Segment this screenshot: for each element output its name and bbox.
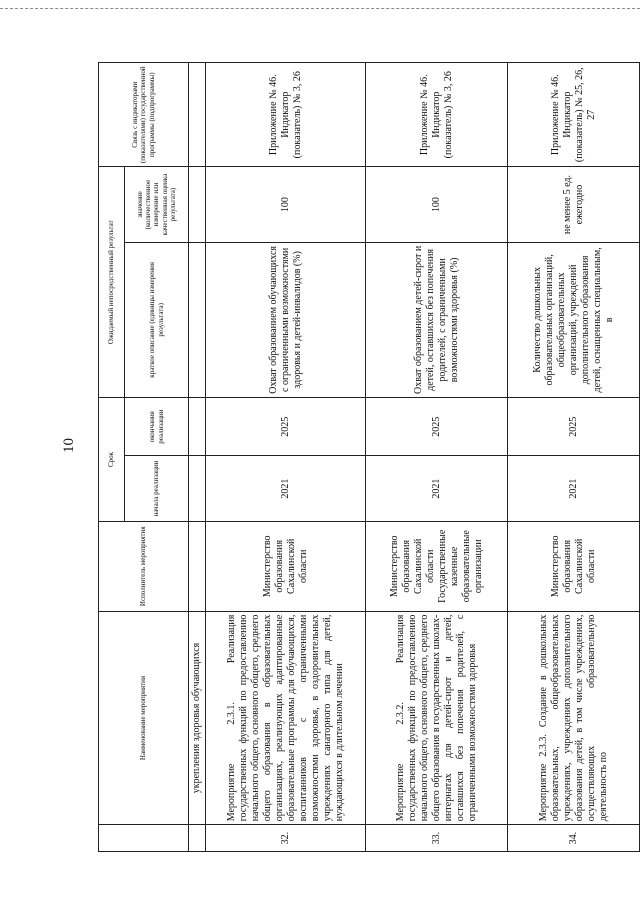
table-row (366, 63, 508, 852)
header-end: окончания реализации (125, 398, 189, 456)
header-short-desc: краткое описание (единицы измерения результата) (125, 242, 189, 397)
result-description: Количество дошкольных образовательных организаций, общеобразовательных организаций, учреждений дополнительного образования детей, оснащенных специальным, в (508, 242, 640, 397)
header-row-1 (99, 63, 125, 852)
end-year: 2025 (508, 398, 640, 456)
header-executor: Исполнитель мероприятия (99, 521, 189, 611)
indicator-link: Приложение № 46. Индикатор (показатель) № 3, 26 (206, 63, 366, 167)
end-year: 2025 (206, 398, 366, 456)
table-row (206, 63, 366, 852)
measure-executor: Министерство образования Сахалинской области Государственные казенные образовательные организации (366, 521, 508, 611)
header-result: Ожидаемый непосредственный результат (99, 167, 125, 398)
table-row (508, 63, 640, 852)
measure-executor: Министерство образования Сахалинской области (508, 521, 640, 611)
result-description: Охват образованием обучающихся с ограниченными возможностями здоровья и детей-инвалидов (%) (206, 242, 366, 397)
section-title: укрепления здоровья обучающихся (189, 611, 206, 825)
scan-top-edge-line (0, 8, 640, 9)
indicator-link: Приложение № 46. Индикатор (показатель) № 25, 26, 27 (508, 63, 640, 167)
result-value: 100 (366, 167, 508, 242)
header-start: начала реализации (125, 456, 189, 522)
row-number: 34. (508, 825, 640, 852)
page-number: 10 (61, 438, 77, 453)
measure-name: Мероприятие 2.3.3. Создание в дошкольных образовательных, общеобразовательных учреждениях, учреждениях дополнительного образования детей, в том числе учреждениях, осуществляющих образовательную деятельность по (508, 611, 640, 825)
result-value: 100 (206, 167, 366, 242)
start-year: 2021 (366, 456, 508, 522)
header-term: Срок (99, 398, 125, 522)
row-number: 32. (206, 825, 366, 852)
result-description: Охват образованием детей-сирот и детей, оставшихся без попечения родителей, с ограниченными возможностями здоровья (%) (366, 242, 508, 397)
section-row (189, 63, 206, 852)
program-measures-table (98, 62, 640, 852)
indicator-link: Приложение № 46. Индикатор (показатель) № 3, 26 (366, 63, 508, 167)
start-year: 2021 (206, 456, 366, 522)
header-link: Связь с индикаторами (показателями) государственной программы (подпрограммы) (99, 63, 189, 167)
rotated-content (98, 62, 638, 852)
result-value: не менее 5 ед. ежегодно (508, 167, 640, 242)
header-num (99, 825, 189, 852)
measure-name: Мероприятие 2.3.2. Реализация государственных функций по предоставлению начального общего, основного общего, среднего общего образования в государственных школах-интернатах для детей-сирот и детей, оставшихся без попечения родителей, с ограниченными возможностями здоровья (366, 611, 508, 825)
start-year: 2021 (508, 456, 640, 522)
measure-name: Мероприятие 2.3.1. Реализация государственных функций по предоставлению начального общего, основного общего, среднего общего образования в образовательных организациях, реализующих адаптированные образовательные программы для обучающихся, воспитанников с ограниченными возможностями здоровья, в оздоровительных учреждениях санаторного типа для детей, нуждающихся в длительном лечении (206, 611, 366, 825)
row-number: 33. (366, 825, 508, 852)
end-year: 2025 (366, 398, 508, 456)
rotated-page (98, 62, 638, 852)
measure-executor: Министерство образования Сахалинской области (206, 521, 366, 611)
header-name: Наименование мероприятия (99, 611, 189, 825)
header-value: значение (количественное измерение или качественная оценка результата) (125, 167, 189, 242)
